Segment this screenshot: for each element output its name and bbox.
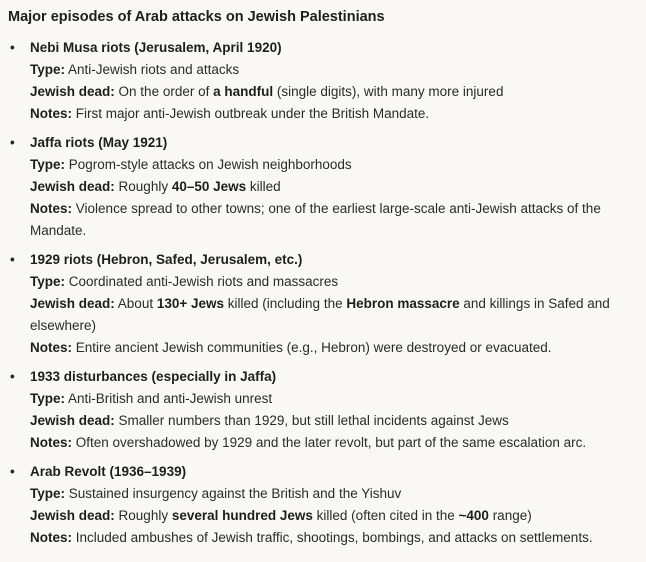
dead-text-bold: 130+ Jews [156, 296, 225, 311]
dead-text-bold: 40–50 Jews [171, 179, 247, 194]
type-label: Type: [30, 157, 66, 172]
dead-text-bold-2: Hebron massacre [346, 296, 460, 311]
episode-list [8, 37, 636, 549]
episode-dead-line [30, 81, 636, 103]
episode-item-nebi-musa [8, 37, 636, 125]
episode-notes: Often overshadowed by 1929 and the later revolt, but part of the same escalation arc. [75, 435, 587, 450]
episode-item-jaffa-1921 [8, 132, 636, 242]
dead-text-mid: killed (often cited in the [312, 508, 459, 523]
dead-text-pre: On the order of [118, 84, 214, 99]
episode-item-arab-revolt [8, 461, 636, 549]
episode-notes: Included ambushes of Jewish traffic, shootings, bombings, and attacks on settlements. [75, 530, 593, 545]
episode-dead-line [30, 176, 636, 198]
episode-title: Nebi Musa riots (Jerusalem, April 1920) [30, 40, 282, 55]
episode-item-1929-riots [8, 249, 636, 359]
episode-type: Pogrom-style attacks on Jewish neighborhoods [68, 157, 352, 172]
episode-type: Anti-Jewish riots and attacks [68, 62, 240, 77]
notes-label: Notes: [30, 340, 73, 355]
dead-text-bold-2: ~400 [458, 508, 489, 523]
bullet-icon: • [10, 369, 15, 384]
episode-notes: Violence spread to other towns; one of the earliest large-scale anti-Jewish attacks of the Mandate. [30, 201, 601, 238]
notes-label: Notes: [30, 530, 73, 545]
dead-text-bold: several hundred Jews [171, 508, 313, 523]
episode-notes: First major anti-Jewish outbreak under the British Mandate. [75, 106, 430, 121]
dead-text-mid: killed (including the [224, 296, 347, 311]
dead-label: Jewish dead: [30, 296, 115, 311]
dead-label: Jewish dead: [30, 508, 115, 523]
episode-type: Anti-British and anti-Jewish unrest [68, 391, 273, 406]
dead-label: Jewish dead: [30, 179, 115, 194]
episode-type-line [30, 271, 636, 293]
bullet-icon: • [10, 135, 15, 150]
dead-label: Jewish dead: [30, 84, 115, 99]
episode-title: Jaffa riots (May 1921) [30, 135, 168, 150]
type-label: Type: [30, 486, 66, 501]
episode-notes-line [30, 337, 636, 359]
episode-notes-line [30, 527, 636, 549]
dead-text-post: (single digits), with many more injured [273, 84, 504, 99]
episode-dead-line [30, 505, 636, 527]
bullet-icon: • [10, 464, 15, 479]
dead-text-post: range) [488, 508, 532, 523]
dead-text-post: killed [246, 179, 281, 194]
dead-text-post: and killings in Safed and elsewhere) [30, 296, 610, 333]
episode-title: 1929 riots (Hebron, Safed, Jerusalem, etc.) [30, 252, 303, 267]
episode-dead-line [30, 410, 636, 432]
episode-notes-line [30, 432, 636, 454]
document-heading: Major episodes of Arab attacks on Jewish Palestinians [8, 9, 385, 25]
dead-text-pre: Roughly [118, 508, 172, 523]
episode-title: 1933 disturbances (especially in Jaffa) [30, 369, 277, 384]
episode-type-line [30, 388, 636, 410]
dead-text-bold: a handful [213, 84, 274, 99]
type-label: Type: [30, 391, 66, 406]
bullet-icon: • [10, 40, 15, 55]
bullet-icon: • [10, 252, 15, 267]
type-label: Type: [30, 274, 66, 289]
episode-type-line [30, 154, 636, 176]
episode-type-line [30, 483, 636, 505]
episode-type: Sustained insurgency against the British and the Yishuv [68, 486, 402, 501]
episode-title: Arab Revolt (1936–1939) [30, 464, 187, 479]
episode-notes-line [30, 103, 636, 125]
dead-text-pre: Roughly [118, 179, 172, 194]
notes-label: Notes: [30, 106, 73, 121]
episode-item-1933-disturbances [8, 366, 636, 454]
episode-type: Coordinated anti-Jewish riots and massacres [68, 274, 339, 289]
episode-notes: Entire ancient Jewish communities (e.g., Hebron) were destroyed or evacuated. [75, 340, 552, 355]
episode-dead-line [30, 293, 636, 337]
dead-text-pre: About [117, 296, 157, 311]
notes-label: Notes: [30, 201, 73, 216]
episode-notes-line [30, 198, 636, 242]
type-label: Type: [30, 62, 66, 77]
dead-text-pre: Smaller numbers than 1929, but still lethal incidents against Jews [118, 413, 509, 428]
episode-type-line [30, 59, 636, 81]
dead-label: Jewish dead: [30, 413, 115, 428]
notes-label: Notes: [30, 435, 73, 450]
